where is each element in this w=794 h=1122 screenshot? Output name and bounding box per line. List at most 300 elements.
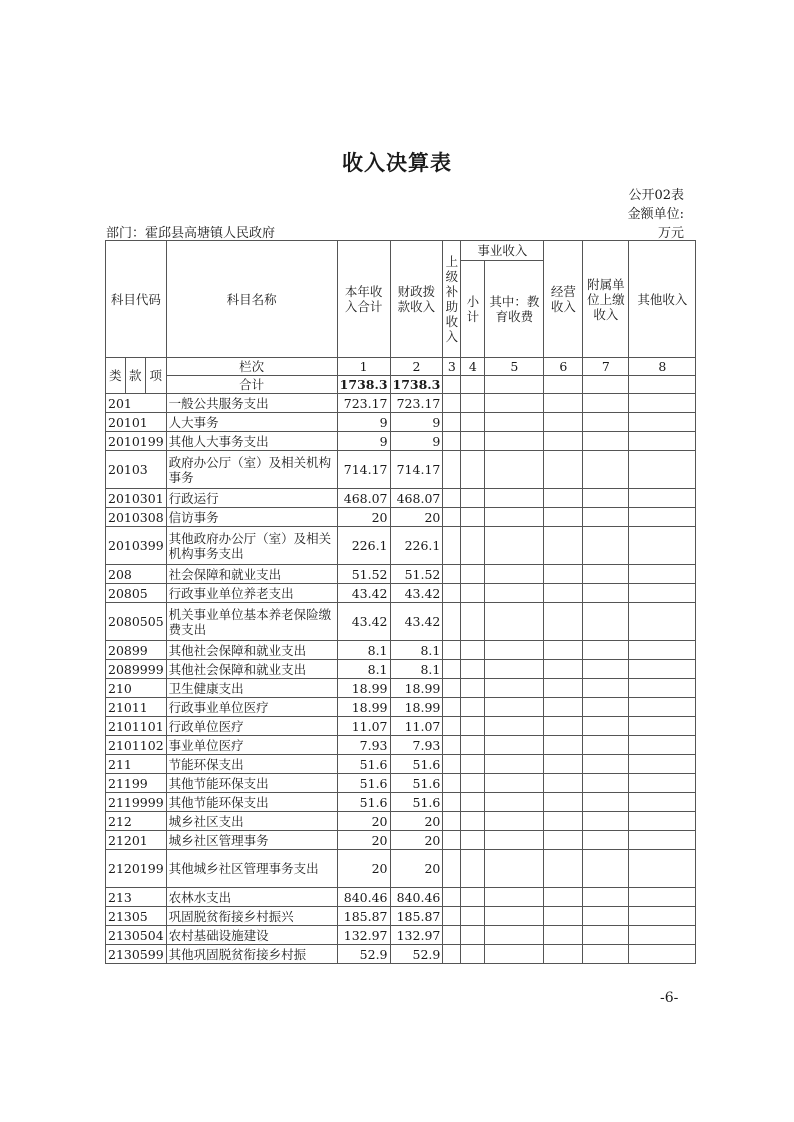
subject-name: 机关事业单位基本养老保险缴费支出	[166, 603, 337, 641]
col-number: 7	[583, 358, 629, 376]
col-number: 8	[629, 358, 696, 376]
empty-cell	[461, 717, 485, 736]
empty-cell	[544, 508, 583, 527]
annual-income-total: 51.6	[337, 774, 390, 793]
empty-cell	[583, 679, 629, 698]
empty-cell	[485, 679, 544, 698]
table-row	[106, 736, 696, 755]
empty-cell	[583, 926, 629, 945]
subject-name: 其他城乡社区管理事务支出	[166, 850, 337, 888]
subject-name: 行政事业单位养老支出	[166, 584, 337, 603]
empty-cell	[443, 660, 461, 679]
fiscal-appropriation: 51.6	[390, 774, 443, 793]
empty-cell	[583, 432, 629, 451]
fiscal-appropriation: 7.93	[390, 736, 443, 755]
annual-income-total: 51.52	[337, 565, 390, 584]
empty-cell	[629, 584, 696, 603]
subject-code: 201	[106, 394, 167, 413]
subject-name: 社会保障和就业支出	[166, 565, 337, 584]
empty-cell	[544, 888, 583, 907]
empty-cell	[485, 793, 544, 812]
annual-income-total: 468.07	[337, 489, 390, 508]
empty-cell	[544, 413, 583, 432]
empty-cell	[485, 508, 544, 527]
table-row	[106, 451, 696, 489]
table-row	[106, 413, 696, 432]
annual-income-total: 226.1	[337, 527, 390, 565]
empty-cell	[629, 888, 696, 907]
empty-cell	[461, 565, 485, 584]
page-number: -6-	[660, 990, 679, 1006]
header-kuan: 款	[125, 358, 145, 394]
header-code: 科目代码	[106, 241, 167, 358]
empty-cell	[443, 413, 461, 432]
empty-cell	[443, 793, 461, 812]
subject-code: 2101102	[106, 736, 167, 755]
empty-cell	[583, 831, 629, 850]
empty-cell	[461, 831, 485, 850]
empty-cell	[629, 812, 696, 831]
empty-cell	[485, 850, 544, 888]
empty-cell	[443, 489, 461, 508]
empty-cell	[544, 660, 583, 679]
annual-income-total: 18.99	[337, 679, 390, 698]
empty-cell	[443, 945, 461, 964]
empty-cell	[544, 945, 583, 964]
header-col4: 小计	[461, 261, 485, 358]
subject-code: 20101	[106, 413, 167, 432]
col-number: 3	[443, 358, 461, 376]
empty-cell	[461, 660, 485, 679]
empty-cell	[443, 907, 461, 926]
subject-code: 2089999	[106, 660, 167, 679]
empty-cell	[583, 907, 629, 926]
table-row	[106, 755, 696, 774]
fiscal-appropriation: 52.9	[390, 945, 443, 964]
empty-cell	[583, 850, 629, 888]
annual-income-total: 185.87	[337, 907, 390, 926]
empty-cell	[443, 698, 461, 717]
table-row	[106, 812, 696, 831]
col-number: 4	[461, 358, 485, 376]
subject-code: 211	[106, 755, 167, 774]
empty-cell	[461, 850, 485, 888]
table-row	[106, 945, 696, 964]
col-number: 6	[544, 358, 583, 376]
annual-income-total: 52.9	[337, 945, 390, 964]
subject-name: 政府办公厅（室）及相关机构事务	[166, 451, 337, 489]
empty-cell	[583, 945, 629, 964]
annual-income-total: 18.99	[337, 698, 390, 717]
empty-cell	[583, 413, 629, 432]
empty-cell	[544, 774, 583, 793]
fiscal-appropriation: 20	[390, 850, 443, 888]
empty-cell	[461, 432, 485, 451]
empty-cell	[485, 660, 544, 679]
table-row	[106, 793, 696, 812]
empty-cell	[443, 527, 461, 565]
subject-code: 2120199	[106, 850, 167, 888]
subject-code: 21011	[106, 698, 167, 717]
empty-cell	[461, 413, 485, 432]
empty-cell	[443, 508, 461, 527]
empty-cell	[485, 717, 544, 736]
empty-cell	[461, 451, 485, 489]
subject-code: 21305	[106, 907, 167, 926]
empty-cell	[443, 736, 461, 755]
empty-cell	[461, 888, 485, 907]
fiscal-appropriation: 43.42	[390, 584, 443, 603]
empty-cell	[485, 926, 544, 945]
subject-code: 2101101	[106, 717, 167, 736]
empty-cell	[461, 679, 485, 698]
page-title: 收入决算表	[342, 151, 452, 175]
empty-cell	[485, 489, 544, 508]
empty-cell	[485, 451, 544, 489]
empty-cell	[583, 793, 629, 812]
empty-cell	[443, 831, 461, 850]
subject-name: 节能环保支出	[166, 755, 337, 774]
table-row	[106, 774, 696, 793]
table-row	[106, 660, 696, 679]
subject-name: 行政运行	[166, 489, 337, 508]
empty-cell	[583, 584, 629, 603]
header-name: 科目名称	[166, 241, 337, 358]
empty-cell	[544, 527, 583, 565]
table-row	[106, 394, 696, 413]
empty-cell	[443, 717, 461, 736]
fiscal-appropriation: 20	[390, 831, 443, 850]
subject-name: 行政事业单位医疗	[166, 698, 337, 717]
annual-income-total: 20	[337, 812, 390, 831]
subject-code: 2010199	[106, 432, 167, 451]
annual-income-total: 9	[337, 432, 390, 451]
empty-cell	[583, 736, 629, 755]
fiscal-appropriation: 43.42	[390, 603, 443, 641]
fiscal-appropriation: 20	[390, 508, 443, 527]
table-row	[106, 831, 696, 850]
fiscal-appropriation: 840.46	[390, 888, 443, 907]
table-row	[106, 926, 696, 945]
empty-cell	[544, 736, 583, 755]
empty-cell	[544, 926, 583, 945]
fiscal-appropriation: 20	[390, 812, 443, 831]
header-career-group: 事业收入	[461, 241, 544, 261]
col-number: 5	[485, 358, 544, 376]
empty-cell	[629, 394, 696, 413]
total-col1: 1738.3	[337, 376, 390, 394]
fiscal-appropriation: 8.1	[390, 660, 443, 679]
total-label: 合计	[166, 376, 337, 394]
fiscal-appropriation: 714.17	[390, 451, 443, 489]
subject-code: 212	[106, 812, 167, 831]
empty-cell	[443, 394, 461, 413]
header-xiang: 项	[145, 358, 166, 394]
table-row	[106, 565, 696, 584]
empty-cell	[629, 451, 696, 489]
subject-name: 事业单位医疗	[166, 736, 337, 755]
empty-cell	[461, 907, 485, 926]
subject-name: 行政单位医疗	[166, 717, 337, 736]
table-row	[106, 584, 696, 603]
total-row	[106, 376, 696, 394]
subject-name: 巩固脱贫衔接乡村振兴	[166, 907, 337, 926]
header-col8: 其他收入	[629, 241, 696, 358]
header-col3: 上级补助收入	[443, 241, 461, 358]
empty-cell	[544, 451, 583, 489]
empty-cell	[443, 451, 461, 489]
empty-cell	[461, 945, 485, 964]
table-row	[106, 527, 696, 565]
empty-cell	[461, 736, 485, 755]
empty-cell	[583, 717, 629, 736]
empty-cell	[583, 888, 629, 907]
subject-code: 210	[106, 679, 167, 698]
annual-income-total: 9	[337, 413, 390, 432]
table-row	[106, 717, 696, 736]
empty-cell	[443, 888, 461, 907]
empty-cell	[544, 717, 583, 736]
empty-cell	[485, 641, 544, 660]
empty-cell	[485, 394, 544, 413]
header-col6: 经营收入	[544, 241, 583, 358]
empty-cell	[629, 850, 696, 888]
annual-income-total: 840.46	[337, 888, 390, 907]
annual-income-total: 20	[337, 831, 390, 850]
subject-code: 2010308	[106, 508, 167, 527]
subject-name: 农林水支出	[166, 888, 337, 907]
subject-name: 卫生健康支出	[166, 679, 337, 698]
empty-cell	[485, 831, 544, 850]
empty-cell	[461, 394, 485, 413]
subject-name: 农村基础设施建设	[166, 926, 337, 945]
empty-cell	[629, 603, 696, 641]
subject-code: 21199	[106, 774, 167, 793]
empty-cell	[544, 812, 583, 831]
empty-cell	[485, 527, 544, 565]
subject-code: 20805	[106, 584, 167, 603]
fiscal-appropriation: 185.87	[390, 907, 443, 926]
empty-cell	[629, 413, 696, 432]
subject-code: 213	[106, 888, 167, 907]
fiscal-appropriation: 11.07	[390, 717, 443, 736]
subject-code: 20103	[106, 451, 167, 489]
empty-cell	[461, 698, 485, 717]
table-row	[106, 508, 696, 527]
total-col2: 1738.3	[390, 376, 443, 394]
header-col7: 附属单位上缴收入	[583, 241, 629, 358]
subject-code: 21201	[106, 831, 167, 850]
fiscal-appropriation: 18.99	[390, 698, 443, 717]
empty-cell	[443, 584, 461, 603]
empty-cell	[485, 698, 544, 717]
empty-cell	[461, 755, 485, 774]
empty-cell	[443, 850, 461, 888]
empty-cell	[485, 413, 544, 432]
empty-cell	[583, 641, 629, 660]
table-row	[106, 850, 696, 888]
empty-cell	[583, 565, 629, 584]
empty-cell	[485, 432, 544, 451]
fiscal-appropriation: 132.97	[390, 926, 443, 945]
subject-name: 其他节能环保支出	[166, 774, 337, 793]
subject-name: 其他人大事务支出	[166, 432, 337, 451]
income-table	[105, 240, 696, 964]
empty-cell	[629, 698, 696, 717]
annual-income-total: 8.1	[337, 660, 390, 679]
empty-cell	[461, 489, 485, 508]
empty-cell	[443, 926, 461, 945]
empty-cell	[485, 755, 544, 774]
empty-cell	[629, 831, 696, 850]
empty-cell	[461, 584, 485, 603]
empty-cell	[485, 736, 544, 755]
fiscal-appropriation: 9	[390, 413, 443, 432]
empty-cell	[583, 812, 629, 831]
empty-cell	[443, 679, 461, 698]
fiscal-appropriation: 51.6	[390, 793, 443, 812]
empty-cell	[461, 603, 485, 641]
subject-name: 其他节能环保支出	[166, 793, 337, 812]
empty-cell	[544, 679, 583, 698]
annual-income-total: 51.6	[337, 755, 390, 774]
table-row	[106, 432, 696, 451]
subject-name: 人大事务	[166, 413, 337, 432]
table-row	[106, 679, 696, 698]
empty-cell	[544, 584, 583, 603]
fiscal-appropriation: 51.6	[390, 755, 443, 774]
empty-cell	[629, 527, 696, 565]
unit-value: 万元	[657, 226, 684, 241]
empty-cell	[461, 926, 485, 945]
empty-cell	[583, 660, 629, 679]
annual-income-total: 8.1	[337, 641, 390, 660]
empty-cell	[443, 432, 461, 451]
empty-cell	[485, 774, 544, 793]
subject-code: 2119999	[106, 793, 167, 812]
empty-cell	[461, 793, 485, 812]
empty-cell	[583, 508, 629, 527]
col-number: 2	[390, 358, 443, 376]
empty-cell	[629, 660, 696, 679]
empty-cell	[629, 508, 696, 527]
annual-income-total: 20	[337, 508, 390, 527]
fiscal-appropriation: 18.99	[390, 679, 443, 698]
empty-cell	[583, 698, 629, 717]
empty-cell	[461, 641, 485, 660]
empty-cell	[544, 394, 583, 413]
empty-cell	[583, 527, 629, 565]
annual-income-total: 51.6	[337, 793, 390, 812]
table-row	[106, 641, 696, 660]
empty-cell	[544, 907, 583, 926]
empty-cell	[544, 489, 583, 508]
empty-cell	[629, 793, 696, 812]
empty-cell	[629, 774, 696, 793]
subject-code: 2010399	[106, 527, 167, 565]
empty-cell	[544, 432, 583, 451]
fiscal-appropriation: 51.52	[390, 565, 443, 584]
col-number: 1	[337, 358, 390, 376]
empty-cell	[629, 565, 696, 584]
subject-name: 一般公共服务支出	[166, 394, 337, 413]
fiscal-appropriation: 8.1	[390, 641, 443, 660]
subject-code: 2130599	[106, 945, 167, 964]
empty-cell	[583, 603, 629, 641]
empty-cell	[544, 603, 583, 641]
empty-cell	[443, 603, 461, 641]
empty-cell	[485, 565, 544, 584]
empty-cell	[629, 489, 696, 508]
empty-cell	[544, 793, 583, 812]
empty-cell	[485, 907, 544, 926]
empty-cell	[461, 508, 485, 527]
empty-cell	[461, 812, 485, 831]
subject-name: 其他社会保障和就业支出	[166, 641, 337, 660]
annual-income-total: 43.42	[337, 584, 390, 603]
empty-cell	[544, 565, 583, 584]
subject-name: 信访事务	[166, 508, 337, 527]
annual-income-total: 43.42	[337, 603, 390, 641]
empty-cell	[629, 717, 696, 736]
form-number: 公开02表	[628, 188, 684, 203]
subject-code: 20899	[106, 641, 167, 660]
annual-income-total: 11.07	[337, 717, 390, 736]
subject-name: 其他巩固脱贫衔接乡村振	[166, 945, 337, 964]
empty-cell	[461, 527, 485, 565]
empty-cell	[485, 603, 544, 641]
empty-cell	[443, 641, 461, 660]
empty-cell	[629, 907, 696, 926]
empty-cell	[583, 394, 629, 413]
header-col2: 财政拨款收入	[390, 241, 443, 358]
empty-cell	[544, 641, 583, 660]
empty-cell	[443, 774, 461, 793]
fiscal-appropriation: 723.17	[390, 394, 443, 413]
fiscal-appropriation: 9	[390, 432, 443, 451]
subject-name: 其他政府办公厅（室）及相关机构事务支出	[166, 527, 337, 565]
table-row	[106, 888, 696, 907]
fiscal-appropriation: 226.1	[390, 527, 443, 565]
empty-cell	[485, 812, 544, 831]
table-row	[106, 489, 696, 508]
empty-cell	[629, 432, 696, 451]
header-col5: 其中：教育收费	[485, 261, 544, 358]
subject-code: 2130504	[106, 926, 167, 945]
annual-income-total: 20	[337, 850, 390, 888]
empty-cell	[544, 831, 583, 850]
subject-code: 208	[106, 565, 167, 584]
empty-cell	[485, 945, 544, 964]
empty-cell	[485, 584, 544, 603]
empty-cell	[485, 888, 544, 907]
empty-cell	[443, 812, 461, 831]
header-lanci: 栏次	[166, 358, 337, 376]
table-row	[106, 907, 696, 926]
annual-income-total: 132.97	[337, 926, 390, 945]
empty-cell	[629, 755, 696, 774]
empty-cell	[443, 755, 461, 774]
subject-code: 2010301	[106, 489, 167, 508]
empty-cell	[544, 850, 583, 888]
header-col1: 本年收入合计	[337, 241, 390, 358]
empty-cell	[583, 774, 629, 793]
annual-income-total: 723.17	[337, 394, 390, 413]
empty-cell	[629, 926, 696, 945]
subject-code: 2080505	[106, 603, 167, 641]
empty-cell	[629, 736, 696, 755]
empty-cell	[583, 755, 629, 774]
